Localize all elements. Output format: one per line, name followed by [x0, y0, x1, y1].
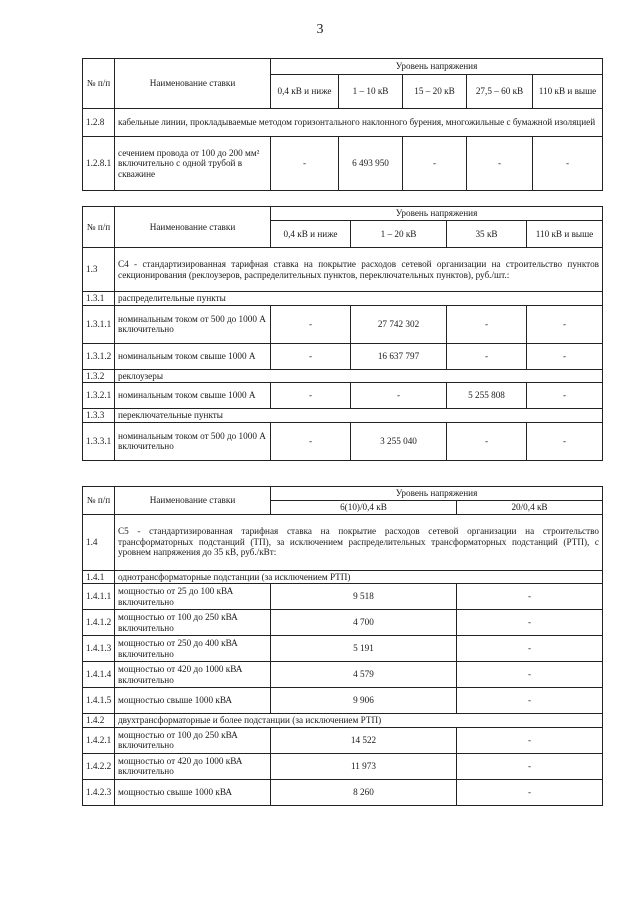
group-label: двухтрансформаторные и более подстанции (за исключением РТП): [115, 714, 603, 728]
row-value: 4 700: [271, 610, 457, 636]
row-name: мощностью от 250 до 400 кВА включительно: [115, 636, 271, 662]
row-name: сечением провода от 100 до 200 мм² включительно с одной трубой в скважине: [115, 137, 271, 191]
row-value: -: [457, 584, 603, 610]
row-value: 9 518: [271, 584, 457, 610]
row-value: -: [457, 688, 603, 714]
row-value: -: [271, 422, 351, 460]
row-value: -: [447, 343, 527, 369]
header-voltage-level: Уровень напряжения: [271, 207, 603, 221]
row-value: -: [527, 343, 603, 369]
row-name: номинальным током свыше 1000 А: [115, 343, 271, 369]
row-num: 1.4.1.2: [83, 610, 115, 636]
row-value: -: [467, 137, 533, 191]
group-label: переключательные пункты: [115, 409, 603, 423]
row-name: мощностью от 100 до 250 кВА включительно: [115, 727, 271, 753]
row-value: -: [351, 383, 447, 409]
group-label: реклоузеры: [115, 369, 603, 383]
voltage-col: 0,4 кВ и ниже: [271, 221, 351, 248]
voltage-col: 1 – 10 кВ: [339, 75, 403, 109]
row-value: 16 637 797: [351, 343, 447, 369]
rates-table-sectioning-points: [82, 206, 603, 461]
header-name: Наименование ставки: [115, 59, 271, 109]
row-name: мощностью свыше 1000 кВА: [115, 779, 271, 805]
row-num: 1.3.2.1: [83, 383, 115, 409]
rate-title: С4 - стандартизированная тарифная ставка на покрытие расходов сетевой организации на строительство пунктов секционирования (реклоузеров, распределительных пунктов, переключательных пунктов), руб./шт.:: [115, 248, 603, 292]
row-value: -: [457, 753, 603, 779]
header-name: Наименование ставки: [115, 487, 271, 515]
rates-table-transformer-substations: [82, 486, 603, 806]
voltage-col: 27,5 – 60 кВ: [467, 75, 533, 109]
row-value: 8 260: [271, 779, 457, 805]
header-name: Наименование ставки: [115, 207, 271, 248]
voltage-col: 110 кВ и выше: [527, 221, 603, 248]
rate-title: С5 - стандартизированная тарифная ставка на покрытие расходов сетевой организации на строительство трансформаторных подстанций (ТП), за исключением распределительных трансформаторных подстанций (РТП), с уровнем напряжения до 35 кВ, руб./кВт:: [115, 514, 603, 570]
voltage-col: 35 кВ: [447, 221, 527, 248]
row-num: 1.4.1.3: [83, 636, 115, 662]
row-value: -: [447, 305, 527, 343]
row-name: мощностью от 25 до 100 кВА включительно: [115, 584, 271, 610]
voltage-col: 20/0,4 кВ: [457, 501, 603, 515]
row-value: -: [271, 343, 351, 369]
row-value: -: [533, 137, 603, 191]
row-num: 1.3: [83, 248, 115, 292]
row-value: -: [271, 305, 351, 343]
row-value: -: [457, 727, 603, 753]
row-value: -: [457, 779, 603, 805]
row-num: 1.3.3.1: [83, 422, 115, 460]
row-name: мощностью от 420 до 1000 кВА включительно: [115, 662, 271, 688]
row-name: номинальным током свыше 1000 А: [115, 383, 271, 409]
row-value: -: [527, 305, 603, 343]
header-num: № п/п: [83, 487, 115, 515]
row-num: 1.4.2.3: [83, 779, 115, 805]
row-num: 1.4.2.1: [83, 727, 115, 753]
row-value: 9 906: [271, 688, 457, 714]
page-number: 3: [316, 22, 324, 37]
group-label: распределительные пункты: [115, 292, 603, 306]
header-voltage-level: Уровень напряжения: [271, 59, 603, 75]
row-num: 1.3.1.1: [83, 305, 115, 343]
row-num: 1.4.2.2: [83, 753, 115, 779]
row-num: 1.4.1.1: [83, 584, 115, 610]
row-value: -: [527, 422, 603, 460]
row-num: 1.4.2: [83, 714, 115, 728]
row-value: -: [271, 383, 351, 409]
row-num: 1.4.1.4: [83, 662, 115, 688]
header-num: № п/п: [83, 207, 115, 248]
row-value: 3 255 040: [351, 422, 447, 460]
row-num: 1.3.2: [83, 369, 115, 383]
row-num: 1.3.3: [83, 409, 115, 423]
row-num: 1.4: [83, 514, 115, 570]
row-value: -: [457, 610, 603, 636]
voltage-col: 110 кВ и выше: [533, 75, 603, 109]
voltage-col: 1 – 20 кВ: [351, 221, 447, 248]
row-value: 4 579: [271, 662, 457, 688]
row-value: -: [527, 383, 603, 409]
voltage-col: 6(10)/0,4 кВ: [271, 501, 457, 515]
row-name: номинальным током от 500 до 1000 А включительно: [115, 422, 271, 460]
row-name: номинальным током от 500 до 1000 А включительно: [115, 305, 271, 343]
row-num: 1.3.1.2: [83, 343, 115, 369]
row-value: 14 522: [271, 727, 457, 753]
voltage-col: 0,4 кВ и ниже: [271, 75, 339, 109]
row-value: -: [457, 662, 603, 688]
row-value: -: [457, 636, 603, 662]
row-value: -: [403, 137, 467, 191]
row-value: 27 742 302: [351, 305, 447, 343]
row-num: 1.4.1: [83, 570, 115, 584]
voltage-col: 15 – 20 кВ: [403, 75, 467, 109]
group-label: однотрансформаторные подстанции (за исключением РТП): [115, 570, 603, 584]
row-num: 1.4.1.5: [83, 688, 115, 714]
row-name: мощностью от 100 до 250 кВА включительно: [115, 610, 271, 636]
header-voltage-level: Уровень напряжения: [271, 487, 603, 501]
row-num: 1.2.8: [83, 109, 115, 137]
row-name: мощностью свыше 1000 кВА: [115, 688, 271, 714]
row-name: мощностью от 420 до 1000 кВА включительно: [115, 753, 271, 779]
row-value: 6 493 950: [339, 137, 403, 191]
row-num: 1.3.1: [83, 292, 115, 306]
row-value: 5 255 808: [447, 383, 527, 409]
row-num: 1.2.8.1: [83, 137, 115, 191]
row-value: 11 973: [271, 753, 457, 779]
header-num: № п/п: [83, 59, 115, 109]
row-value: 5 191: [271, 636, 457, 662]
rates-table-cable-lines: [82, 58, 603, 191]
row-value: -: [447, 422, 527, 460]
section-label: кабельные линии, прокладываемые методом горизонтального наклонного бурения, многожильные с бумажной изоляцией: [115, 109, 603, 137]
row-value: -: [271, 137, 339, 191]
